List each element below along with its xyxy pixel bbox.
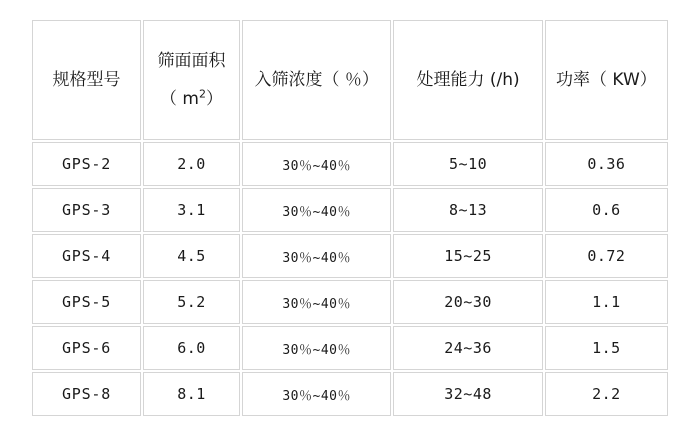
column-header-capacity-label: 处理能力 (/h) [416, 69, 520, 90]
column-header-concentration-label: 入筛浓度（ ％） [254, 69, 379, 90]
cell-concentration: 30％~40％ [242, 142, 391, 186]
cell-model: GPS-2 [32, 142, 141, 186]
cell-screen-area: 3.1 [143, 188, 240, 232]
cell-model: GPS-4 [32, 234, 141, 278]
specification-table [30, 18, 670, 418]
cell-model: GPS-6 [32, 326, 141, 370]
cell-concentration: 30％~40％ [242, 372, 391, 416]
cell-power: 0.72 [545, 234, 668, 278]
unit-prefix: （ m [160, 89, 199, 109]
cell-capacity: 20~30 [393, 280, 542, 324]
cell-screen-area: 2.0 [143, 142, 240, 186]
cell-model: GPS-8 [32, 372, 141, 416]
cell-capacity: 8~13 [393, 188, 542, 232]
column-header-screen-area-stack [144, 51, 239, 110]
cell-concentration: 30％~40％ [242, 280, 391, 324]
column-header-concentration [242, 20, 391, 140]
cell-concentration: 30％~40％ [242, 188, 391, 232]
column-header-model [32, 20, 141, 140]
cell-concentration: 30％~40％ [242, 326, 391, 370]
cell-screen-area: 6.0 [143, 326, 240, 370]
column-header-power [545, 20, 668, 140]
unit-superscript: 2 [198, 87, 206, 101]
column-header-screen-area-unit [160, 89, 223, 109]
cell-screen-area: 5.2 [143, 280, 240, 324]
table-row [32, 234, 668, 278]
table-row [32, 280, 668, 324]
column-header-screen-area-label: 筛面面积 [157, 50, 226, 71]
column-header-screen-area [143, 20, 240, 140]
cell-model: GPS-3 [32, 188, 141, 232]
table-row [32, 188, 668, 232]
cell-power: 1.1 [545, 280, 668, 324]
cell-model: GPS-5 [32, 280, 141, 324]
cell-concentration: 30％~40％ [242, 234, 391, 278]
table-body [32, 142, 668, 416]
column-header-capacity [393, 20, 542, 140]
column-header-capacity-stack [394, 70, 541, 90]
cell-power: 0.36 [545, 142, 668, 186]
cell-capacity: 15~25 [393, 234, 542, 278]
column-header-model-stack [33, 70, 140, 90]
cell-capacity: 32~48 [393, 372, 542, 416]
table-header [32, 20, 668, 140]
column-header-model-label: 规格型号 [52, 69, 121, 90]
cell-capacity: 24~36 [393, 326, 542, 370]
cell-capacity: 5~10 [393, 142, 542, 186]
table-row [32, 142, 668, 186]
cell-screen-area: 4.5 [143, 234, 240, 278]
cell-power: 2.2 [545, 372, 668, 416]
column-header-power-label: 功率（ KW） [556, 69, 657, 90]
table-row [32, 372, 668, 416]
unit-suffix: ） [205, 89, 223, 109]
cell-power: 1.5 [545, 326, 668, 370]
column-header-power-stack [546, 70, 667, 90]
spec-table-wrapper [30, 18, 670, 418]
cell-power: 0.6 [545, 188, 668, 232]
cell-screen-area: 8.1 [143, 372, 240, 416]
table-header-row [32, 20, 668, 140]
table-row [32, 326, 668, 370]
column-header-concentration-stack [243, 70, 390, 90]
